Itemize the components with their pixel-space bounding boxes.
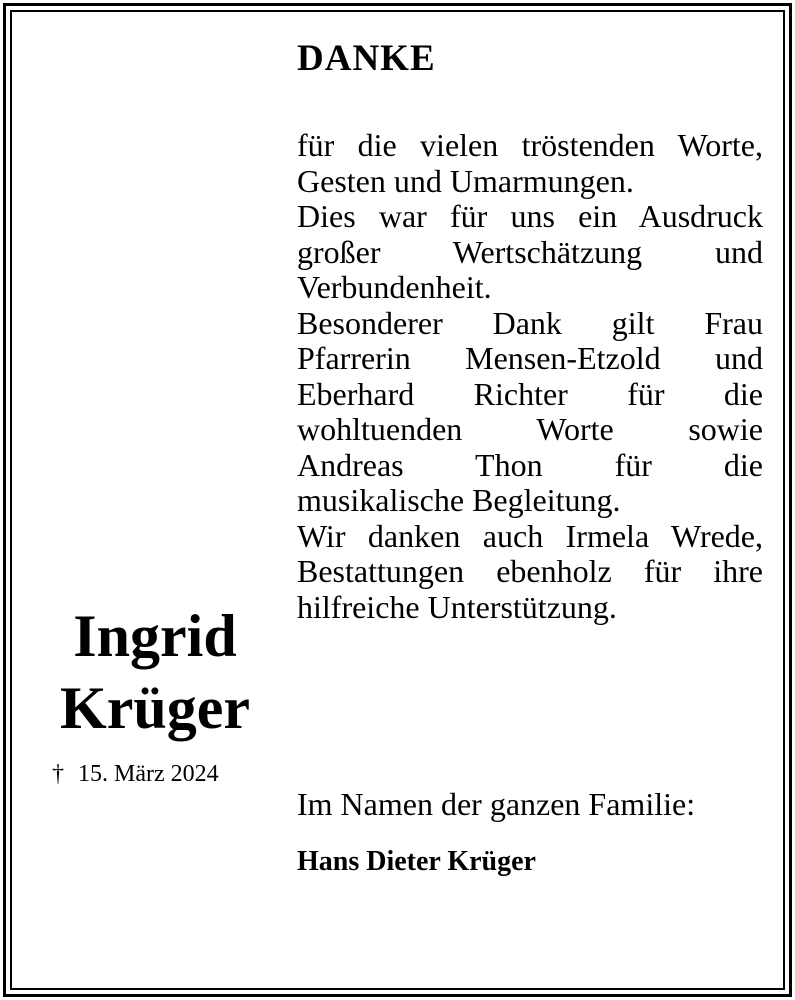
text-line: Andreas Thon für die bbox=[297, 446, 763, 483]
text-line: großer Wertschätzung und bbox=[297, 233, 763, 270]
thanks-text bbox=[297, 128, 763, 625]
text-line: Eberhard Richter für die bbox=[297, 375, 763, 412]
text-line: wohltuenden Worte sowie bbox=[297, 411, 763, 447]
text-line: Dies war für uns ein Ausdruck bbox=[297, 198, 763, 234]
notice-heading: DANKE bbox=[297, 38, 436, 79]
text-line: für die vielen tröstenden Worte, bbox=[297, 127, 763, 163]
deceased-name bbox=[20, 600, 290, 744]
signer-name: Hans Dieter Krüger bbox=[297, 846, 536, 877]
text-line: Gesten und Umarmungen. bbox=[297, 162, 634, 199]
text-line: hilfreiche Unterstützung. bbox=[297, 588, 617, 625]
death-date: 15. März 2024 bbox=[78, 761, 219, 787]
cross-icon: † bbox=[52, 761, 64, 787]
text-line: Verbundenheit. bbox=[297, 269, 492, 305]
text-line: Pfarrerin Mensen-Etzold und bbox=[297, 340, 763, 376]
text-line: Besonderer Dank gilt Frau bbox=[297, 304, 763, 341]
text-line: musikalische Begleitung. bbox=[297, 482, 621, 518]
text-line: Bestattungen ebenholz für ihre bbox=[297, 553, 763, 589]
text-line: Wir danken auch Irmela Wrede, bbox=[297, 517, 763, 554]
deceased-first-name: Ingrid bbox=[73, 603, 237, 669]
death-date-line bbox=[52, 762, 219, 786]
deceased-last-name: Krüger bbox=[60, 675, 250, 741]
family-line: Im Namen der ganzen Familie: bbox=[297, 786, 696, 822]
